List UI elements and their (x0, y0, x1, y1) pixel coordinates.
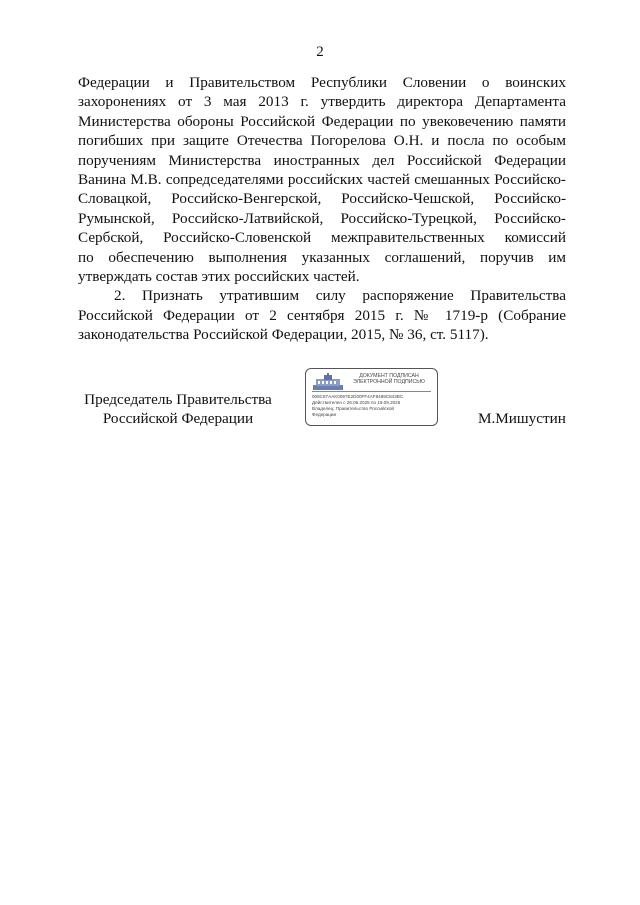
paragraph-line: законодательства Российской Федерации, 2015, № 36, ст. 5117). (78, 326, 489, 344)
stamp-header (342, 373, 436, 386)
paragraph-line: 2. Признать утратившим силу распоряжение Правительства (114, 287, 566, 305)
document-body (78, 73, 566, 345)
paragraph-line: Сербской, Российско-Словенской межправительственных комиссий (78, 229, 566, 247)
paragraph-line: Словацкой, Российско-Венгерской, Российско-Чешской, Российско- (78, 190, 566, 208)
stamp-details (312, 394, 434, 418)
paragraph-line: Российской Федерации от 2 сентября 2015 г. № 1719-р (Собрание (78, 306, 566, 324)
paragraph-line: погибших при защите Отечества Погорелова О.Н. и посла по особым (78, 132, 566, 150)
stamp-validity: Действителен с 26.06.2025 по 19.09.2026 (312, 400, 401, 405)
paragraph-line: Федерации и Правительством Республики Словении о воинских (78, 74, 566, 91)
electronic-signature-stamp (305, 368, 438, 426)
paragraph-line: утверждать состав этих российских частей. (78, 268, 360, 286)
paragraph-line: по обеспечению выполнения указанных соглашений, поручив им (78, 248, 566, 266)
signer-title-line: Российской Федерации (102, 410, 254, 428)
government-building-icon (312, 373, 344, 391)
stamp-header-line: ДОКУМЕНТ ПОДПИСАН (359, 373, 419, 379)
stamp-owner-line: Владелец: Правительство Российской (312, 406, 394, 411)
stamp-header-line: ЭЛЕКТРОННОЙ ПОДПИСЬЮ (353, 379, 425, 386)
paragraph-line: Министерства обороны Российской Федерации по увековечению памяти (78, 112, 566, 130)
stamp-owner-line: Федерации (312, 412, 337, 417)
stamp-divider (312, 391, 431, 392)
signer-name: М.Мишустин (478, 410, 566, 427)
signer-title (78, 390, 278, 429)
paragraph-line: захоронениях от 3 мая 2013 г. утвердить директора Департамента (78, 93, 566, 111)
paragraph-line: поручениям Министерства иностранных дел Российской Федерации (78, 151, 566, 169)
paragraph-line: Ванина М.В. сопредседателями российских частей смешанных Российско- (78, 171, 566, 189)
stamp-certificate: 008C87AAK0097E2D00FF4AF8489C843BC (312, 394, 404, 399)
signer-title-line: Председатель Правительства (84, 391, 272, 408)
paragraph-line: Румынской, Российско-Латвийской, Российско-Турецкой, Российско- (78, 209, 566, 227)
page-number: 2 (316, 44, 324, 60)
